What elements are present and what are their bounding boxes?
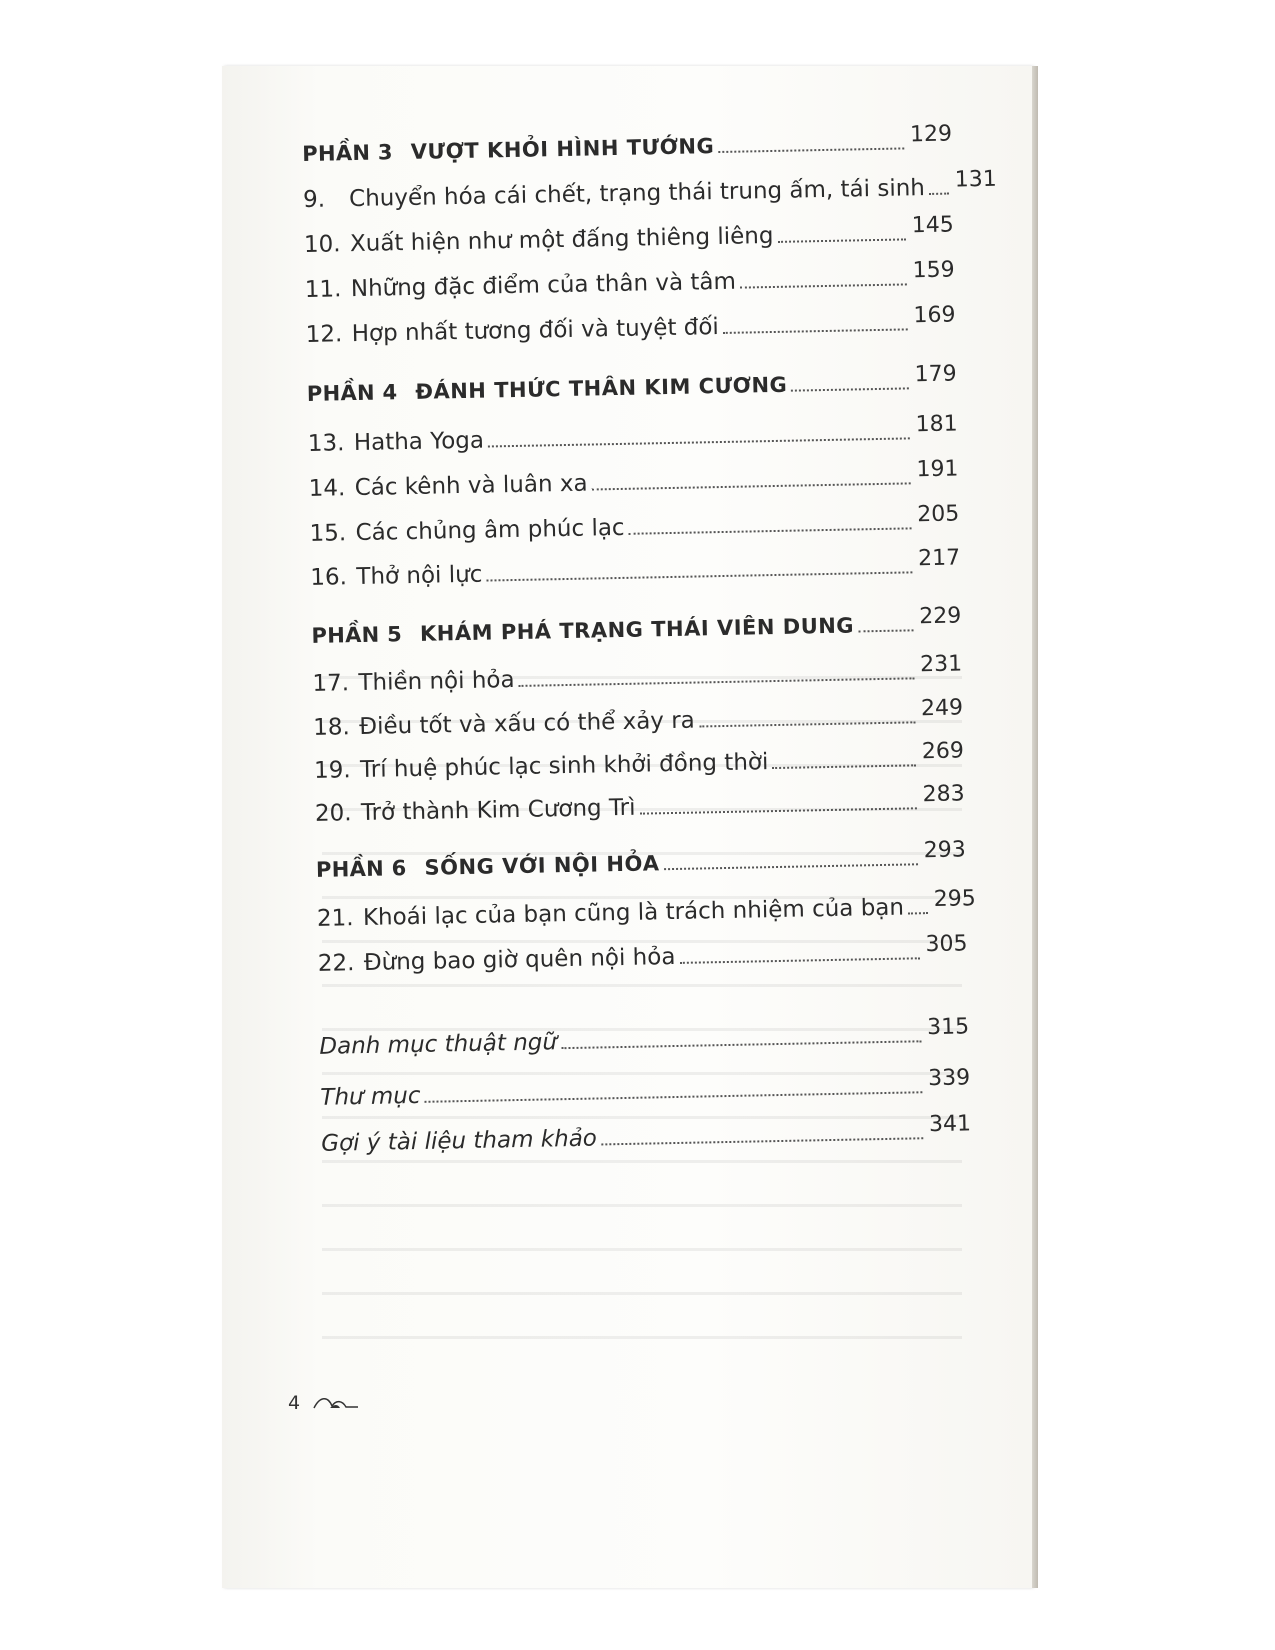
lotus-ornament-icon [310, 1392, 362, 1419]
page-number: 181 [915, 411, 958, 438]
part-title: ĐÁNH THỨC THÂN KIM CƯƠNG [415, 372, 788, 404]
chapter-title: Xuất hiện như một đấng thiêng liêng [349, 222, 774, 258]
page-number: 341 [928, 1111, 972, 1138]
chapter-number: 19. [313, 757, 351, 784]
chapter-title: Khoái lạc của bạn cũng là trách nhiệm của bạn [362, 894, 905, 931]
chapter-title: Điều tốt và xấu có thể xảy ra [359, 707, 696, 741]
chapter-number: 18. [313, 714, 351, 741]
toc-bibliography [320, 1065, 971, 1112]
back-matter-title: Danh mục thuật ngữ [319, 1029, 558, 1060]
toc-chapter-18 [313, 695, 964, 742]
dot-leader [425, 1091, 923, 1103]
dot-leader [778, 238, 906, 242]
page-number: 169 [913, 302, 956, 329]
dot-leader [488, 437, 910, 447]
toc-chapter-22 [317, 931, 968, 978]
dot-leader [740, 283, 907, 288]
chapter-number: 11. [304, 276, 342, 303]
chapter-title: Trở thành Kim Cương Trì [360, 794, 636, 826]
page-number: 229 [919, 603, 962, 630]
dot-leader [680, 957, 920, 964]
toc-part-3 [302, 121, 953, 169]
back-matter-title: Thư mục [320, 1082, 421, 1111]
chapter-number: 13. [307, 430, 345, 457]
toc-chapter-16 [310, 545, 961, 592]
chapter-number: 10. [303, 231, 341, 258]
chapter-title: Trí huệ phúc lạc sinh khởi đồng thời [359, 749, 769, 783]
toc-chapter-15 [309, 501, 960, 548]
page-number: 159 [912, 257, 955, 284]
chapter-number: 15. [309, 520, 347, 547]
page-number: 249 [920, 695, 964, 722]
dot-leader [592, 482, 911, 490]
toc-chapter-20 [314, 781, 965, 828]
chapter-title: Thiền nội hỏa [358, 667, 515, 697]
page-number: 217 [917, 545, 961, 572]
toc-chapter-11 [304, 257, 955, 304]
footer-page-number: 4 [288, 1392, 301, 1414]
chapter-title: Các kênh và luân xa [354, 470, 588, 502]
dot-leader [486, 571, 912, 581]
dot-leader [561, 1040, 921, 1049]
chapter-title: Hatha Yoga [353, 427, 485, 457]
part-label: PHẦN 4 [306, 380, 398, 406]
chapter-number: 9. [302, 186, 326, 213]
dot-leader [718, 147, 904, 153]
dot-leader [723, 328, 908, 334]
page-number: 191 [916, 456, 959, 483]
dot-leader [772, 764, 916, 769]
chapter-number: 20. [314, 800, 352, 827]
back-matter-title: Gợi ý tài liệu tham khảo [321, 1125, 598, 1157]
chapter-title: Các chủng âm phúc lạc [355, 514, 625, 547]
toc-chapter-10 [303, 212, 954, 260]
page-number: 295 [933, 886, 977, 913]
part-label: PHẦN 5 [311, 622, 403, 648]
page-number: 283 [922, 781, 965, 808]
toc-glossary [319, 1014, 970, 1061]
toc-chapter-13 [307, 411, 958, 458]
page-number: 305 [925, 931, 968, 958]
dot-leader [908, 912, 928, 914]
page-number: 131 [954, 166, 997, 193]
chapter-number: 17. [312, 670, 350, 697]
page-number: 315 [926, 1014, 970, 1041]
dot-leader [601, 1137, 923, 1145]
toc-chapter-21 [316, 886, 977, 933]
part-label: PHẦN 3 [302, 140, 394, 166]
page-number: 293 [923, 837, 966, 864]
page-number: 269 [921, 738, 965, 765]
page-number: 339 [927, 1065, 971, 1092]
chapter-number: 12. [305, 321, 343, 348]
book-page [222, 66, 1032, 1588]
chapter-number: 21. [316, 905, 354, 932]
dot-leader [629, 527, 912, 534]
page-edge [1032, 66, 1038, 1588]
dot-leader [858, 629, 913, 632]
table-of-contents [302, 121, 997, 1157]
part-label: PHẦN 6 [315, 856, 407, 882]
dot-leader [791, 387, 909, 391]
page-number: 205 [917, 501, 960, 528]
page-number: 179 [914, 361, 957, 388]
toc-chapter-19 [313, 738, 965, 785]
dot-leader [664, 863, 918, 870]
toc-chapter-17 [312, 651, 963, 698]
toc-chapter-14 [308, 456, 959, 503]
chapter-title: Những đặc điểm của thân và tâm [350, 268, 737, 303]
dot-leader [640, 807, 917, 814]
toc-part-4 [306, 361, 957, 408]
toc-further-reading [321, 1111, 972, 1158]
chapter-number: 14. [308, 475, 346, 502]
chapter-title: Đừng bao giờ quên nội hỏa [363, 943, 676, 976]
dot-leader [699, 721, 915, 727]
chapter-title: Hợp nhất tương đối và tuyệt đối [351, 314, 720, 348]
part-title: VƯỢT KHỎI HÌNH TƯỚNG [410, 134, 715, 164]
toc-chapter-12 [305, 302, 956, 349]
chapter-title: Chuyển hóa cái chết, trạng thái trung ấm, tái sinh [348, 175, 926, 213]
page-number: 129 [909, 121, 953, 148]
chapter-title: Thở nội lực [356, 561, 483, 591]
toc-part-6 [315, 837, 966, 884]
toc-chapter-9 [302, 166, 997, 215]
page-number: 231 [919, 651, 963, 678]
part-title: SỐNG VỚI NỘI HỎA [424, 851, 660, 880]
dot-leader [519, 677, 915, 687]
dot-leader [929, 193, 949, 195]
chapter-number: 22. [317, 950, 355, 977]
toc-part-5 [311, 603, 962, 650]
chapter-number: 16. [310, 564, 348, 591]
page-number: 145 [911, 212, 954, 239]
part-title: KHÁM PHÁ TRẠNG THÁI VIÊN DUNG [419, 613, 855, 646]
